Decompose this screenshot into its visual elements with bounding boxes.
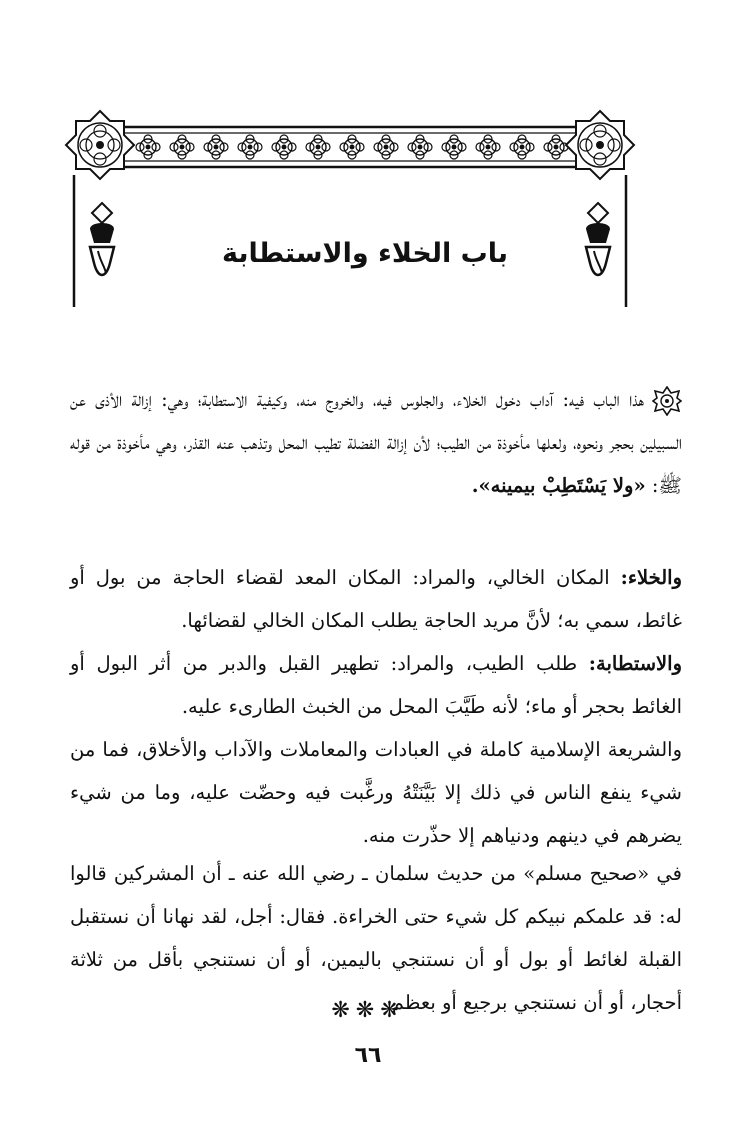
paragraph-star-icon (652, 386, 682, 416)
chapter-title: باب الخلاء والاستطابة (221, 238, 509, 269)
sharia-text: والشريعة الإسلامية كاملة في العبادات والمعاملات والآداب والأخلاق، فما من شيء ينفع الناس في ذلك إلا بَيَّنَتْهُ ورغَّبت فيه وحضّت عليه، وما من شيء يضرهم في دينهم ودنياهم إلا حذّرت منه. (70, 738, 682, 847)
intro-paragraph (70, 378, 682, 507)
hadith-text: في «صحيح مسلم» من حديث سلمان ـ رضي الله عنه ـ أن المشركين قالوا له: قد علمكم نبيكم كل شيء حتى الخراءة. فقال: أجل، لقد نهانا أن نستقبل القبلة لغائط أو بول أو أن نستنجي باليمين، أو أن نستنجي بأقل من ثلاثة أحجار، أو أن نستنجي برجيع أو بعظم. (70, 862, 682, 1014)
khala-term: والخلاء: (620, 566, 682, 589)
section-separator: ❋❋❋ (331, 998, 405, 1023)
page-number: ٦٦ (354, 1043, 382, 1068)
sharia-paragraph (70, 728, 682, 857)
istitaba-term: والاستطابة: (588, 652, 682, 675)
hadith-quote: «ولا يَسْتَطِبْ بيمينه». (471, 474, 646, 497)
istitaba-text: طلب الطيب، والمراد: تطهير القبل والدبر من أثر البول أو الغائط بحجر أو ماء؛ لأنه طَيَّبَ المحل من الخبث الطارىء عليه. (70, 652, 682, 718)
ornamental-header-frame (60, 95, 640, 310)
istitaba-paragraph (70, 642, 682, 728)
khala-paragraph (70, 556, 682, 642)
khala-text: المكان الخالي، والمراد: المكان المعد لقضاء الحاجة من بول أو غائط، سمي به؛ لأنَّ مريد الحاجة يطلب المكان الخالي لقضائها. (70, 566, 682, 632)
intro-text: هذا الباب فيه: آداب دخول الخلاء، والجلوس فيه، والخروج منه، وكيفية الاستطابة؛ وهي: إزالة الأذى عن السبيلين بحجر ونحوه، ولعلها مأخوذة من الطيب؛ لأن إزالة الفضلة تطيب المحل وتذهب عنه القذر، وهي مأخوذة من قوله ﷺ: (70, 388, 682, 497)
ornament-frame-graphic (60, 95, 640, 310)
